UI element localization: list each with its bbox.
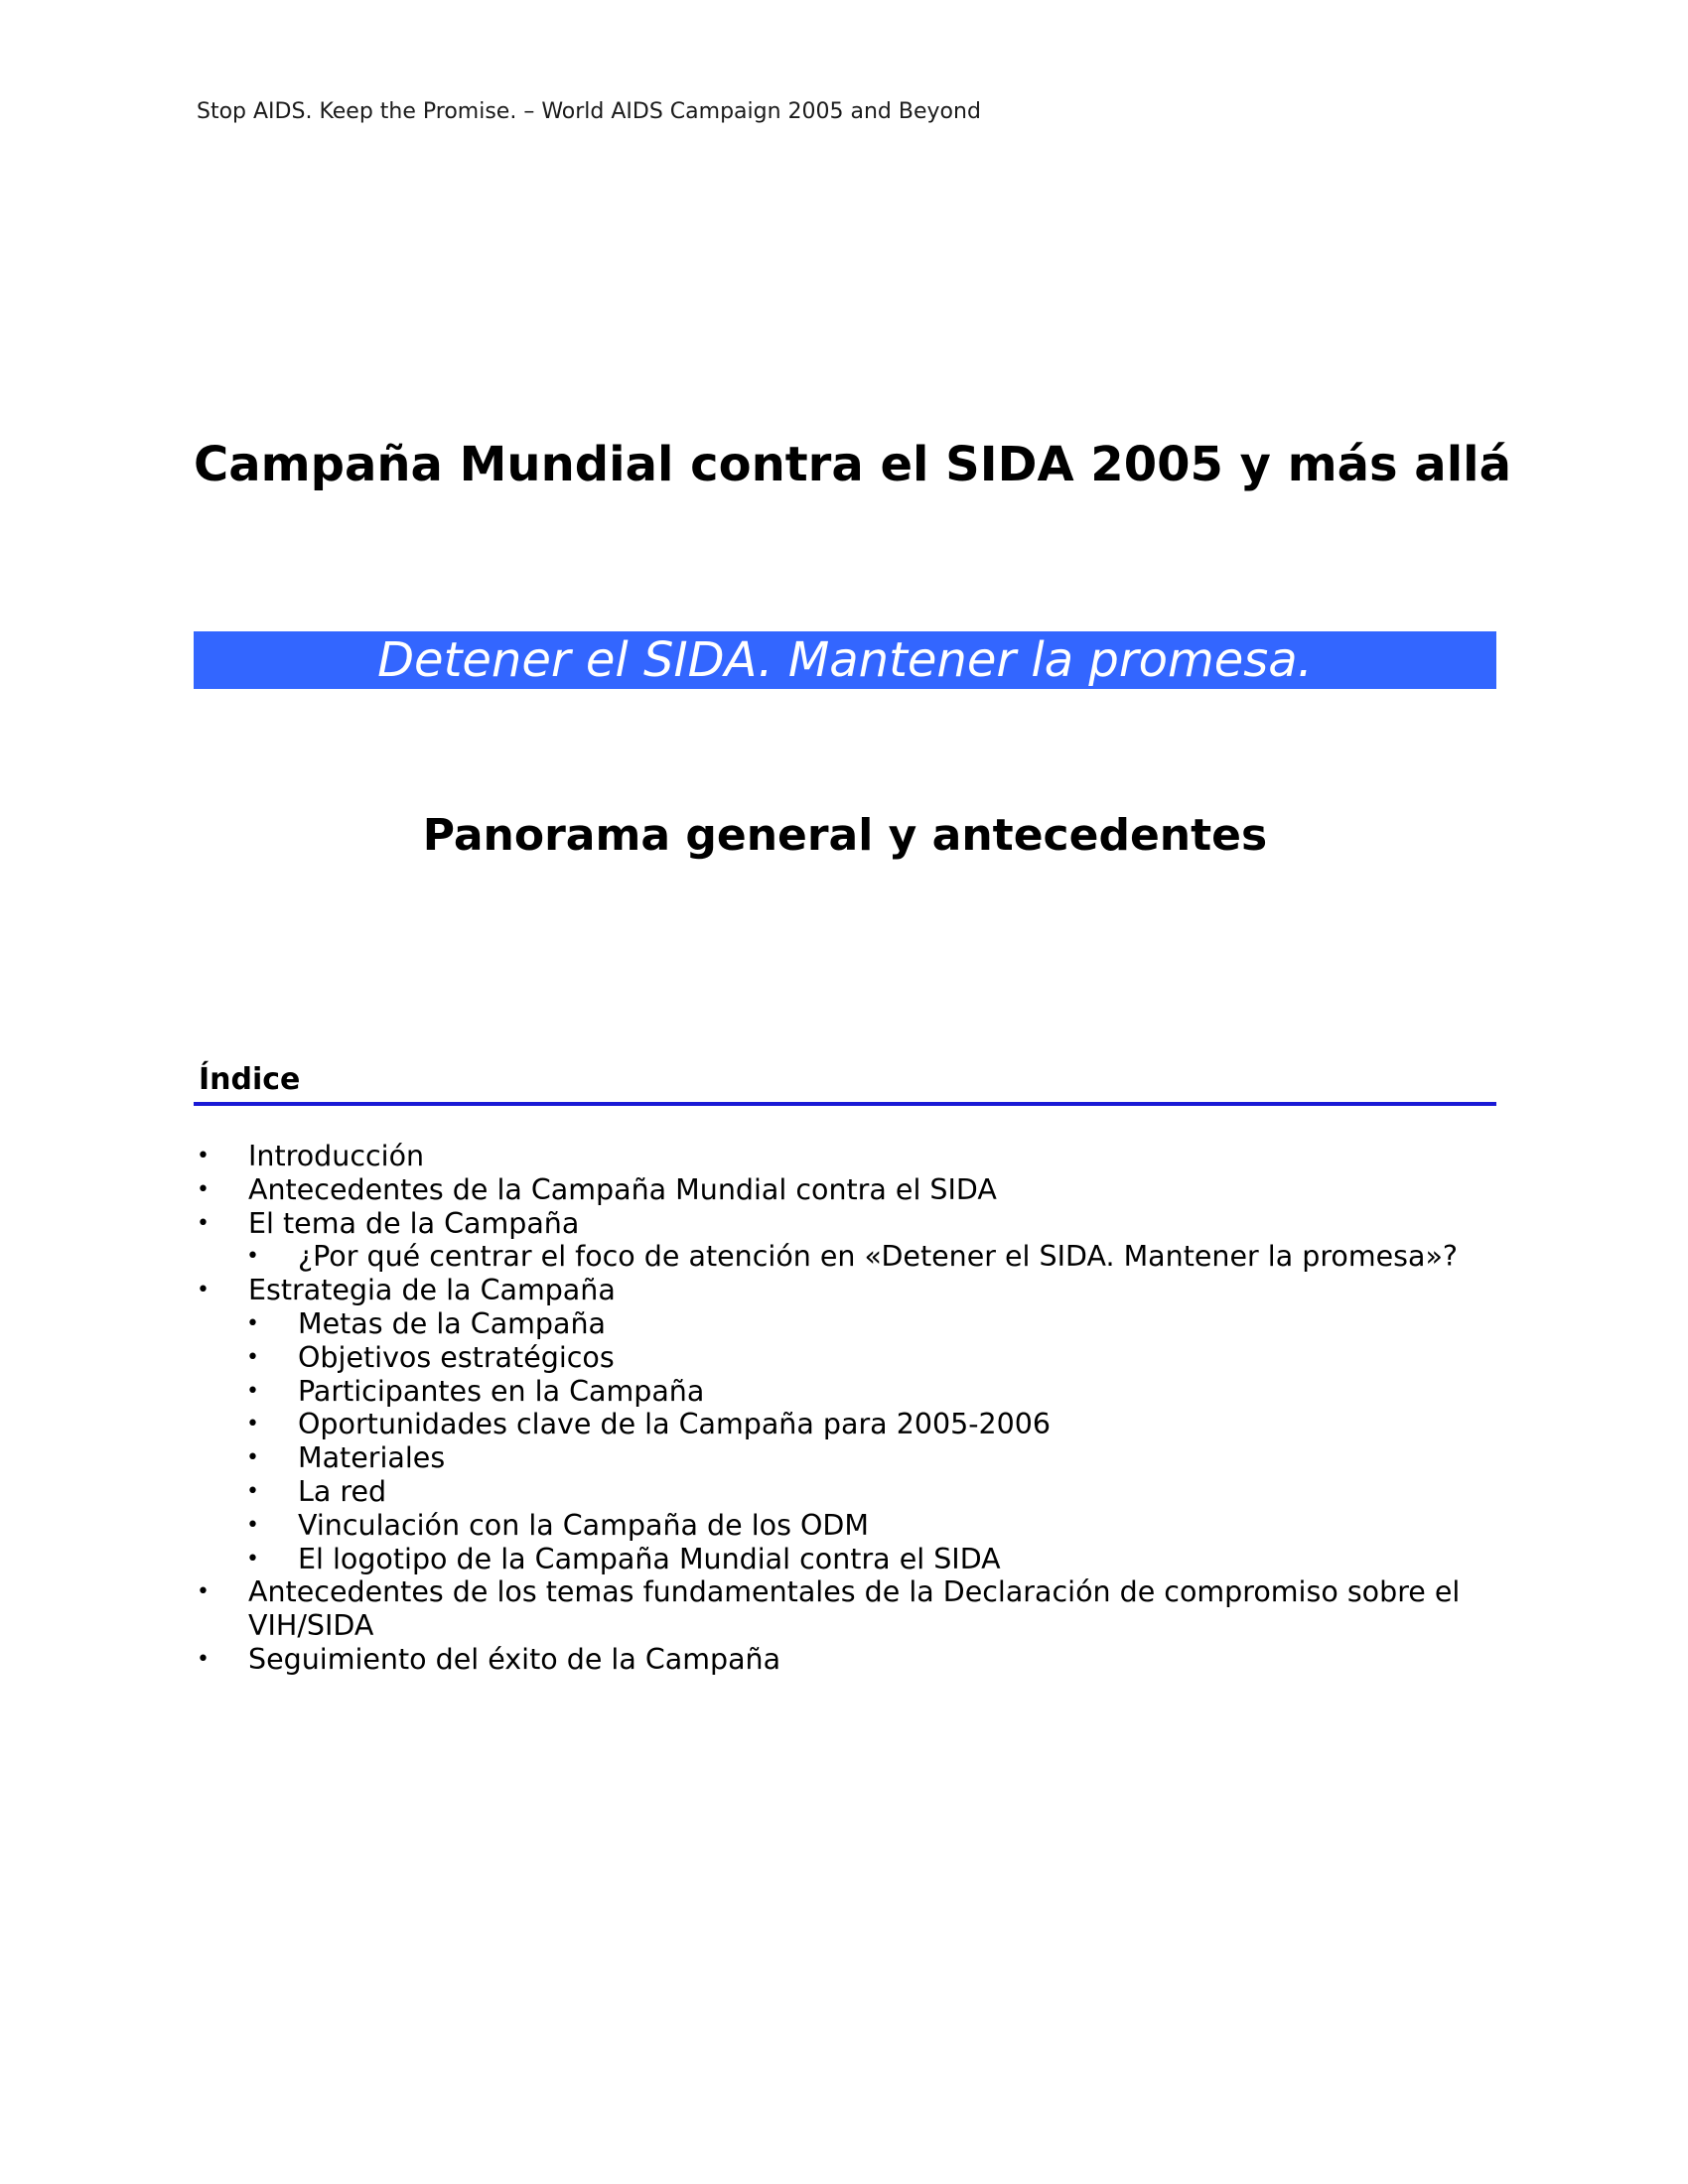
bullet-icon: • (246, 1546, 259, 1571)
toc-item (194, 1643, 1504, 1677)
toc-item-label: Antecedentes de los temas fundamentales de la Declaración de compromiso sobre el VIH/SIDA (248, 1575, 1461, 1643)
toc-item-label: La red (298, 1474, 387, 1508)
toc-item-label: ¿Por qué centrar el foco de atención en «Detener el SIDA. Mantener la promesa»? (298, 1240, 1459, 1274)
bullet-icon: • (197, 1579, 210, 1605)
document-subtitle: Panorama general y antecedentes (422, 810, 1268, 861)
toc-item (194, 1375, 1504, 1409)
toc-heading: Índice (199, 1062, 301, 1097)
bullet-icon: • (246, 1412, 259, 1437)
toc-item-label: Antecedentes de la Campaña Mundial contra el SIDA (248, 1172, 997, 1206)
toc-item-label: Introducción (248, 1140, 425, 1172)
toc-item-label: Objetivos estratégicos (298, 1340, 615, 1374)
toc-item (194, 1207, 1504, 1241)
toc-item (194, 1441, 1504, 1475)
toc-item (194, 1543, 1504, 1576)
bullet-icon: • (246, 1478, 259, 1504)
toc-item-label: Vinculación con la Campaña de los ODM (298, 1508, 869, 1542)
bullet-icon: • (246, 1512, 259, 1538)
toc-item (194, 1341, 1504, 1375)
bullet-icon: • (197, 1278, 210, 1303)
bullet-icon: • (197, 1646, 210, 1672)
running-header: Stop AIDS. Keep the Promise. – World AIDS Campaign 2005 and Beyond (197, 99, 981, 124)
document-title: Campaña Mundial contra el SIDA 2005 y más allá (194, 437, 1511, 492)
toc-divider (194, 1102, 1496, 1106)
toc-item (194, 1408, 1504, 1441)
bullet-icon: • (246, 1244, 259, 1270)
toc-item (194, 1240, 1504, 1274)
bullet-icon: • (246, 1344, 259, 1370)
toc-item-label: El logotipo de la Campaña Mundial contra el SIDA (298, 1542, 1001, 1575)
toc-item-label: Seguimiento del éxito de la Campaña (248, 1642, 781, 1676)
slogan-text: Detener el SIDA. Mantener la promesa. (377, 632, 1313, 688)
toc-item (194, 1307, 1504, 1341)
toc-item-label: Metas de la Campaña (298, 1306, 607, 1340)
toc-item-label: Materiales (298, 1441, 446, 1475)
toc-item (194, 1575, 1504, 1643)
bullet-icon: • (197, 1210, 210, 1236)
bullet-icon: • (197, 1176, 210, 1202)
toc-item-label: El tema de la Campaña (248, 1206, 580, 1240)
toc-item-label: Estrategia de la Campaña (248, 1274, 616, 1307)
toc-item (194, 1140, 1504, 1173)
bullet-icon: • (197, 1144, 210, 1168)
slogan-banner (194, 631, 1496, 689)
toc-item-label: Oportunidades clave de la Campaña para 2005-2006 (298, 1408, 1052, 1441)
toc-item (194, 1475, 1504, 1509)
bullet-icon: • (246, 1445, 259, 1471)
toc-item (194, 1509, 1504, 1543)
bullet-icon: • (246, 1310, 259, 1336)
toc-item (194, 1173, 1504, 1207)
toc-item-label: Participantes en la Campaña (298, 1374, 705, 1408)
table-of-contents (194, 1140, 1504, 1677)
toc-item (194, 1274, 1504, 1307)
bullet-icon: • (246, 1378, 259, 1404)
